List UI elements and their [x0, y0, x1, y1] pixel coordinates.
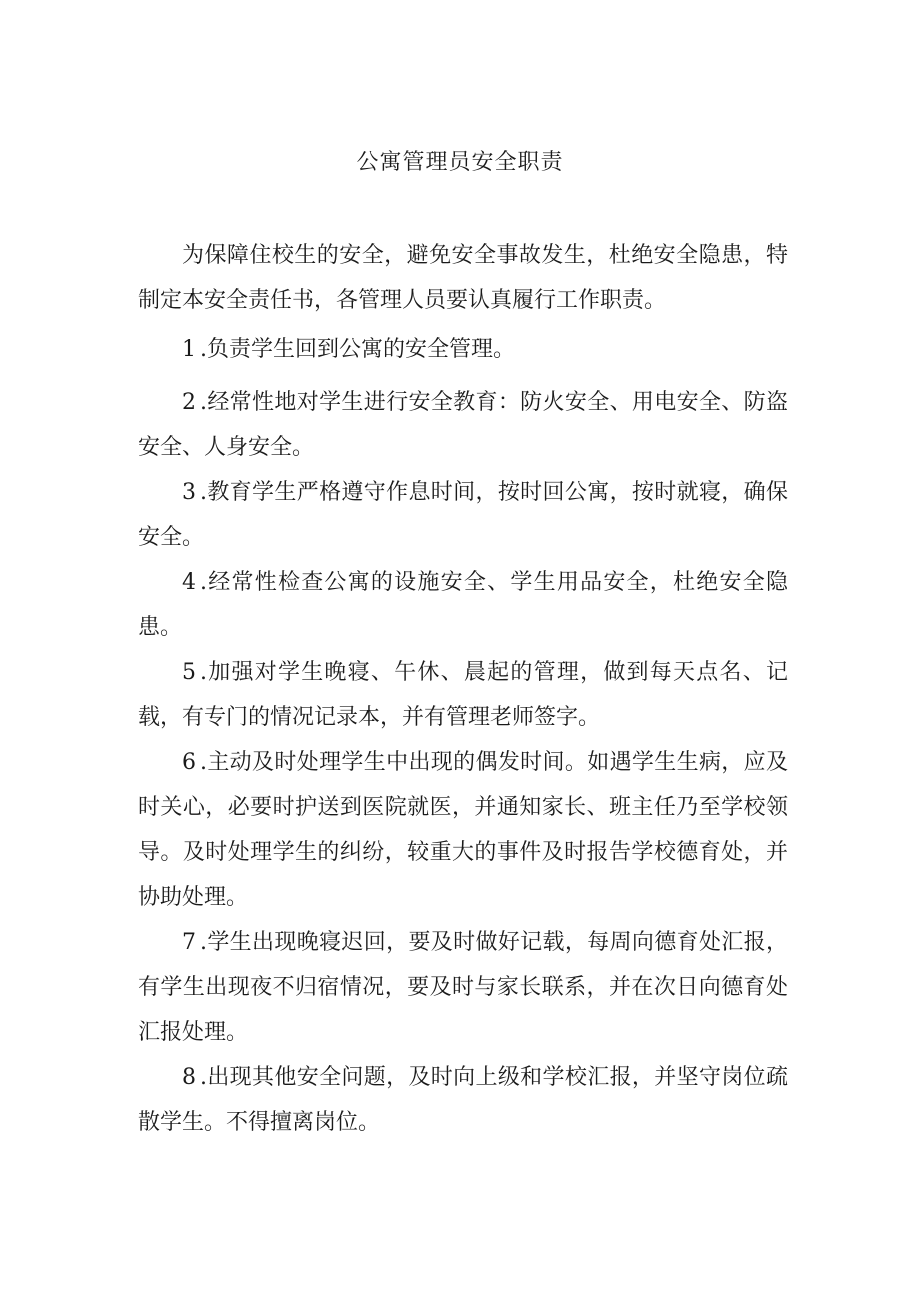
duty-item-2 [138, 380, 788, 470]
duty-item-text: .教育学生严格遵守作息时间，按时回公寓，按时就寝，确保安全。 [138, 480, 788, 550]
duty-item-number: 5 [182, 660, 196, 685]
duty-item-6 [138, 740, 788, 920]
duty-item-number: 1 [182, 337, 196, 362]
duty-item-text: .经常性地对学生进行安全教育：防火安全、用电安全、防盗安全、人身安全。 [138, 390, 788, 460]
duty-item-number: 3 [182, 480, 196, 505]
duty-item-number: 6 [182, 750, 196, 775]
intro-paragraph: 为保障住校生的安全，避免安全事故发生，杜绝安全隐患，特制定本安全责任书，各管理人员要认真履行工作职责。 [138, 243, 788, 313]
duty-item-number: 7 [182, 930, 196, 955]
duty-item-1 [138, 327, 788, 372]
duty-item-text: .加强对学生晚寝、午休、晨起的管理，做到每天点名、记载，有专门的情况记录本，并有管理老师签字。 [138, 660, 788, 730]
document-title: 公寓管理员安全职责 [356, 150, 564, 175]
duty-item-text: .经常性检查公寓的设施安全、学生用品安全，杜绝安全隐患。 [138, 570, 788, 640]
duty-item-text: .负责学生回到公寓的安全管理。 [200, 337, 515, 362]
document-body [138, 233, 788, 1145]
duty-item-number: 8 [182, 1065, 196, 1090]
duty-item-4 [138, 560, 788, 650]
duty-item-8 [138, 1055, 788, 1145]
duty-item-text: .出现其他安全问题，及时向上级和学校汇报，并坚守岗位疏散学生。不得擅离岗位。 [138, 1065, 788, 1135]
duty-item-text: .学生出现晚寝迟回，要及时做好记载，每周向德育处汇报，有学生出现夜不归宿情况，要及时与家长联系，并在次日向德育处汇报处理。 [138, 930, 788, 1045]
duty-item-number: 4 [182, 570, 196, 595]
duty-item-number: 2 [182, 390, 196, 415]
duty-item-text: .主动及时处理学生中出现的偶发时间。如遇学生生病，应及时关心，必要时护送到医院就医，并通知家长、班主任乃至学校领导。及时处理学生的纠纷，较重大的事件及时报告学校德育处，并协助处理。 [138, 750, 788, 910]
duty-item-3 [138, 470, 788, 560]
duty-item-7 [138, 920, 788, 1055]
duty-item-5 [138, 650, 788, 740]
